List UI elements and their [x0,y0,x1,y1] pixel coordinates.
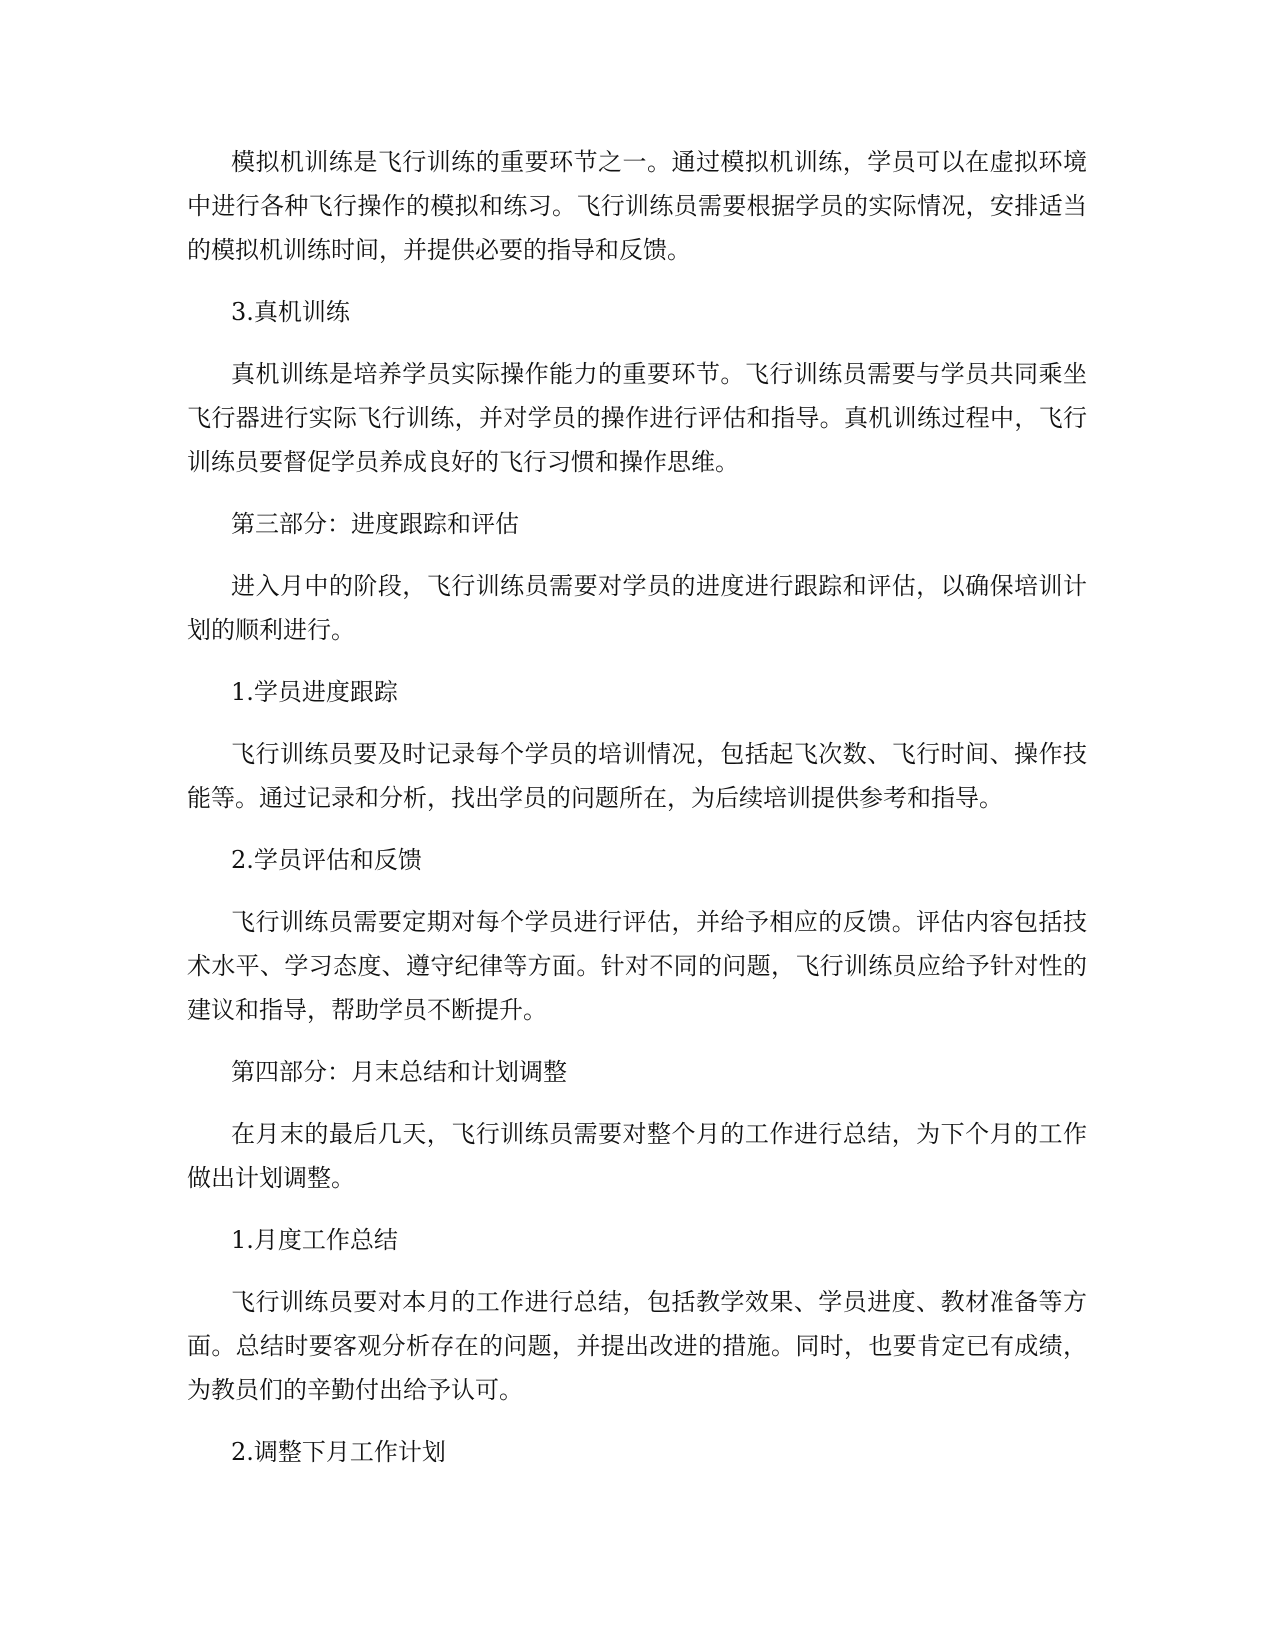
heading-real-aircraft-training: 3.真机训练 [231,298,350,326]
paragraph-month-end-intro: 在月末的最后几天，飞行训练员需要对整个月的工作进行总结，为下个月的工作做出计划调整。 [187,1120,1087,1192]
document-body [187,140,1087,1492]
heading-progress-tracking: 1.学员进度跟踪 [231,678,398,706]
heading-part-four: 第四部分：月末总结和计划调整 [231,1058,567,1086]
paragraph-progress-tracking: 飞行训练员要及时记录每个学员的培训情况，包括起飞次数、飞行时间、操作技能等。通过记录和分析，找出学员的问题所在，为后续培训提供参考和指导。 [187,740,1087,812]
heading-part-three: 第三部分：进度跟踪和评估 [231,510,519,538]
heading-monthly-summary: 1.月度工作总结 [231,1226,398,1254]
paragraph-real-aircraft-training: 真机训练是培养学员实际操作能力的重要环节。飞行训练员需要与学员共同乘坐飞行器进行实际飞行训练，并对学员的操作进行评估和指导。真机训练过程中，飞行训练员要督促学员养成良好的飞行习惯和操作思维。 [187,360,1087,476]
paragraph-progress-intro: 进入月中的阶段，飞行训练员需要对学员的进度进行跟踪和评估，以确保培训计划的顺利进行。 [187,572,1087,644]
paragraph-simulator-training: 模拟机训练是飞行训练的重要环节之一。通过模拟机训练，学员可以在虚拟环境中进行各种飞行操作的模拟和练习。飞行训练员需要根据学员的实际情况，安排适当的模拟机训练时间，并提供必要的指导和反馈。 [187,148,1087,264]
paragraph-evaluation-feedback: 飞行训练员需要定期对每个学员进行评估，并给予相应的反馈。评估内容包括技术水平、学习态度、遵守纪律等方面。针对不同的问题，飞行训练员应给予针对性的建议和指导，帮助学员不断提升。 [187,908,1087,1024]
heading-next-month-plan: 2.调整下月工作计划 [231,1438,446,1466]
heading-evaluation-feedback: 2.学员评估和反馈 [231,846,422,874]
paragraph-monthly-summary: 飞行训练员要对本月的工作进行总结，包括教学效果、学员进度、教材准备等方面。总结时要客观分析存在的问题，并提出改进的措施。同时，也要肯定已有成绩，为教员们的辛勤付出给予认可。 [187,1288,1087,1404]
